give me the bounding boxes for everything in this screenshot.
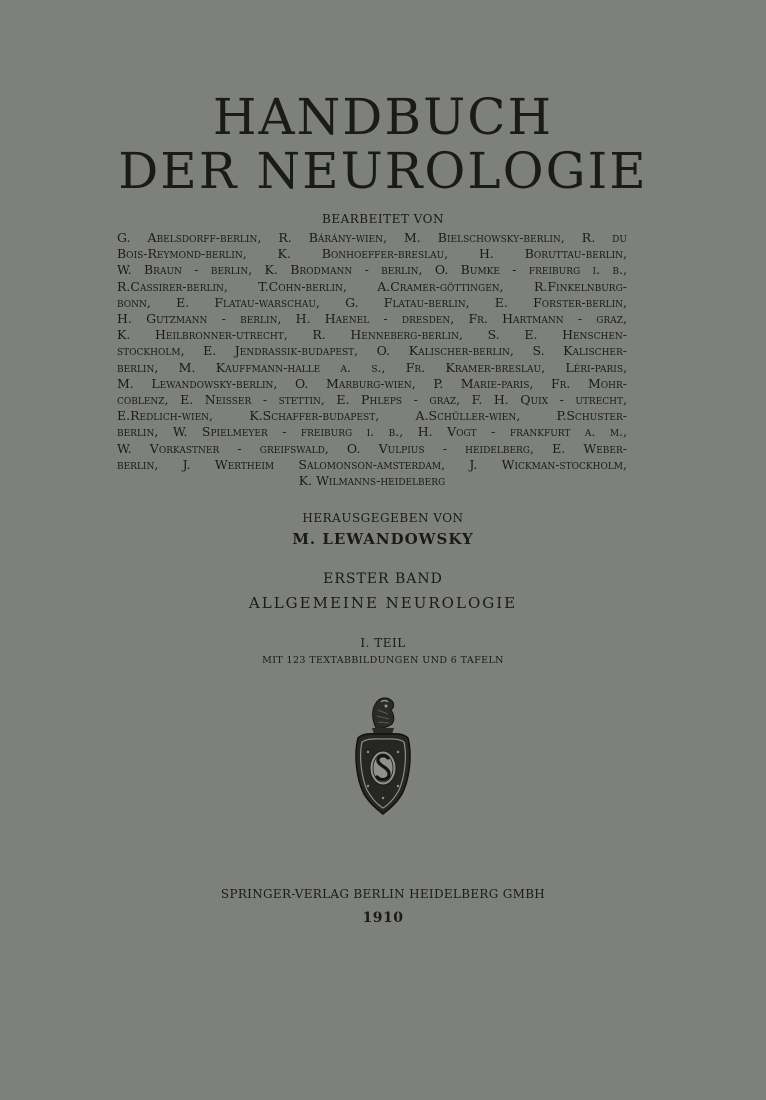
author-line: stockholm, E. Jendrassik-budapest, O. Kalischer-berlin, S. Kalischer- [117, 343, 627, 359]
title-line-1: HANDBUCH [212, 88, 554, 146]
author-line: W. Braun - berlin, K. Brodmann - berlin, O. Bumke - freiburg i. b., [117, 262, 627, 278]
author-line: bonn, E. Flatau-warschau, G. Flatau-berlin, E. Forster-berlin, [117, 294, 627, 310]
author-line: berlin, M. Kauffmann-halle a. s., Fr. Kramer-breslau, Léri-paris, [117, 359, 627, 375]
edited-by-label: BEARBEITET VON [322, 212, 444, 226]
author-line: berlin, W. Spielmeyer - freiburg i. b., H. Vogt - frankfurt a. m., [117, 424, 627, 440]
author-list [117, 230, 627, 489]
title-line-2: DER NEUROLOGIE [118, 142, 648, 200]
author-line: W. Vorkastner - greifswald, O. Vulpius - heidelberg, E. Weber- [117, 440, 627, 456]
author-line: Bois-Reymond-berlin, K. Bonhoeffer-breslau, H. Boruttau-berlin, [117, 246, 627, 262]
author-line: K. Heilbronner-utrecht, R. Henneberg-berlin, S. E. Henschen- [117, 327, 627, 343]
volume-subject: ALLGEMEINE NEUROLOGIE [248, 594, 518, 612]
author-line: H. Gutzmann - berlin, H. Haenel - dresden, Fr. Hartmann - graz, [117, 311, 627, 327]
illustrations-note: MIT 123 TEXTABBILDUNGEN UND 6 TAFELN [262, 655, 504, 666]
publication-year: 1910 [362, 910, 404, 926]
author-line: coblenz, E. Neisser - stettin, E. Phleps - graz, F. H. Quix - utrecht, [117, 392, 627, 408]
editor-name: M. LEWANDOWSKY [292, 530, 474, 548]
author-line: M. Lewandowsky-berlin, O. Marburg-wien, P. Marie-paris, Fr. Mohr- [117, 375, 627, 391]
springer-knight-logo-icon [348, 694, 418, 818]
author-line: K. Wilmanns-heidelberg [298, 473, 446, 489]
publisher-name: SPRINGER-VERLAG BERLIN HEIDELBERG GMBH [220, 887, 546, 901]
volume-label: ERSTER BAND [323, 571, 443, 587]
author-line: R.Cassirer-berlin, T.Cohn-berlin, A.Cramer-göttingen, R.Finkelnburg- [117, 278, 627, 294]
part-label: I. TEIL [360, 636, 406, 650]
published-by-label: HERAUSGEGEBEN VON [302, 511, 464, 525]
author-line: E.Redlich-wien, K.Schaffer-budapest, A.Schüller-wien, P.Schuster- [117, 408, 627, 424]
author-line: berlin, J. Wertheim Salomonson-amsterdam, J. Wickman-stockholm, [117, 456, 627, 472]
author-line: G. Abelsdorff-berlin, R. Bárány-wien, M. Bielschowsky-berlin, R. du [117, 230, 627, 245]
